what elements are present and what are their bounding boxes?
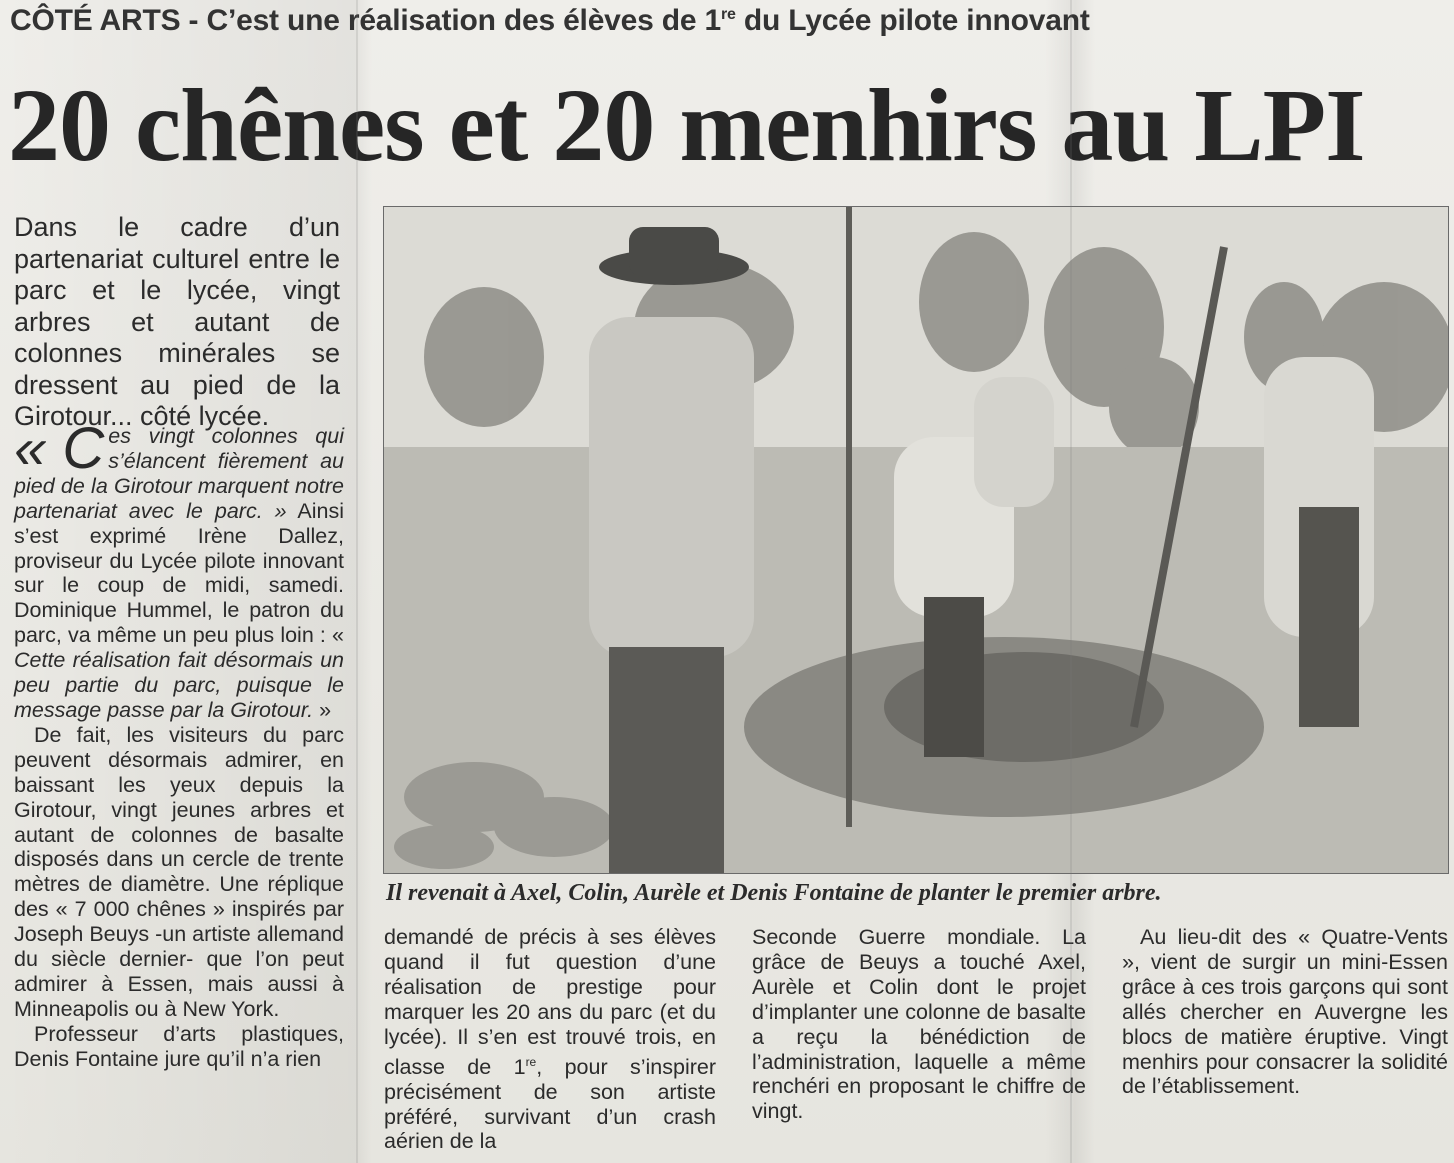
kicker-superscript: re [721, 6, 736, 23]
photo-caption: Il revenait à Axel, Colin, Aurèle et Denis Fontaine de planter le premier arbre. [386, 880, 1162, 906]
drop-cap: « C [14, 416, 105, 481]
second-quote: Cette réalisation fait désormais un peu partie du parc, puisque le message passe par la Girotour. [14, 648, 344, 722]
column-2-text: demandé de précis à ses élèves quand il fut question d’une réalisation de prestige pour marquer les 20 ans du parc (et du lycée). Il s’en est trouvé trois, en classe de 1 [384, 925, 716, 1079]
article-column-3: Seconde Guerre mondiale. La grâce de Beuys a touché Axel, Aurèle et Colin dont le projet d’implanter une colonne de basalte a reçu la bénédiction de l’administration, laquelle a même renchéri en proposant le chiffre de vingt. [752, 925, 1086, 1124]
paper-fold [1070, 0, 1072, 1163]
planting-tree-photo [383, 206, 1449, 874]
article-headline: 20 chênes et 20 menhirs au LPI [8, 68, 1365, 183]
article-column-4 [1122, 925, 1448, 1099]
column-1-text-end: » [313, 697, 332, 722]
article-column-2 [384, 925, 716, 1154]
column-2-text-end: , pour s’inspirer précisément de son artiste préféré, survivant d’un crash aérien de la [384, 1054, 716, 1154]
kicker-text-end: du Lycée pilote innovant [735, 4, 1090, 37]
kicker-text: - C’est une réalisation des élèves de 1 [180, 4, 721, 37]
article-kicker [10, 4, 1440, 38]
column-1-paragraph-3: Professeur d’arts plastiques, Denis Fontaine jure qu’il n’a rien [14, 1021, 344, 1071]
kicker-section: CÔTÉ ARTS [10, 4, 181, 37]
photo-illustration [384, 207, 1448, 873]
column-1-paragraph-2: De fait, les visiteurs du parc peuvent désormais admirer, en baissant les yeux depuis la Girotour, vingt jeunes arbres et autant de colonnes de basalte disposés dans un cercle de trente mètres de diamètre. Une réplique des « 7 000 chênes » inspirés par Joseph Beuys -un artiste allemand du siècle dernier- que l’on peut admirer à Essen, mais aussi à Minneapolis ou à New York. [14, 722, 344, 1021]
opening-quote: es vingt colonnes qui s’élancent fièrement au pied de la Girotour marquent notre partenariat avec le parc. » [14, 424, 344, 523]
article-lede: Dans le cadre d’un partenariat culturel entre le parc et le lycée, vingt arbres et autant de colonnes minérales se dressent au pied de la Girotour... côté lycée. [14, 212, 340, 431]
column-1-text: Ainsi s’est exprimé Irène Dallez, proviseur du Lycée pilote innovant sur le coup de midi, samedi. Dominique Hummel, le patron du parc, va même un peu plus loin : « [14, 498, 345, 648]
article-column-1 [14, 416, 345, 1072]
paper-fold [356, 0, 358, 1163]
column-2-superscript: re [525, 1054, 537, 1069]
column-4-text: Au lieu-dit des « Quatre-Vents », vient de surgir un mini-Essen grâce à ces trois garçons qui sont allés chercher en Auvergne les blocs de matière éruptive. Vingt menhirs pour consacrer la solidité de l’établissement. [1122, 925, 1448, 1099]
